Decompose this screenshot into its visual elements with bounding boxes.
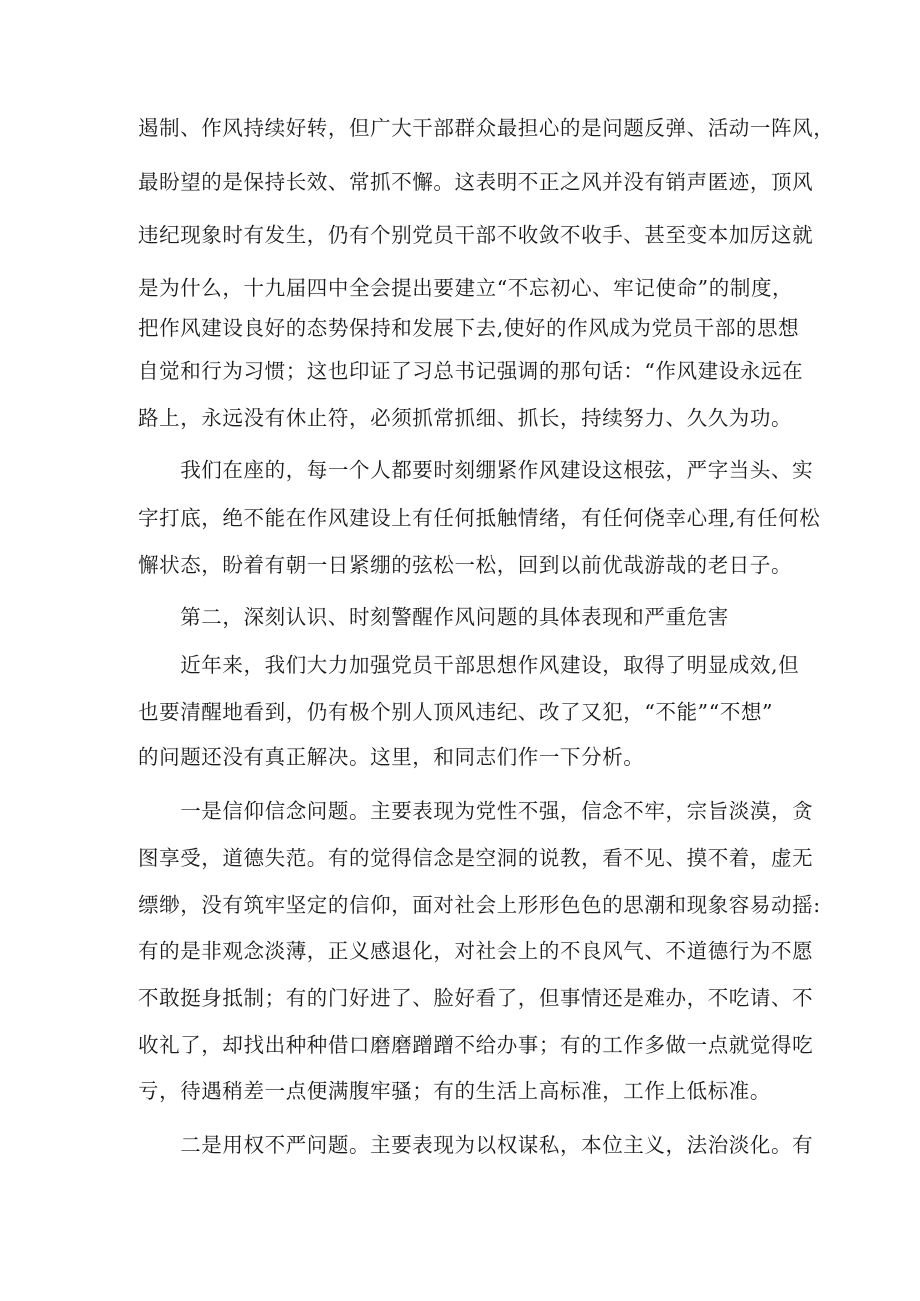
text-line: 一是信仰信念问题。主要表现为党性不强，信念不牢，宗旨淡漠，贪	[138, 799, 814, 823]
text-line: 路上，永远没有休止符，必须抓常抓细、抓长，持续努力、久久为功。	[138, 406, 793, 430]
text-line: 我们在座的，每一个人都要时刻绷紧作风建设这根弦，严字当头、实	[138, 458, 814, 482]
text-line: 近年来，我们大力加强党员干部思想作风建设，取得了明显成效,但	[138, 653, 800, 677]
text-line: 懈状态，盼着有朝一日紧绷的弦松一松，回到以前优哉游哉的老日子。	[138, 553, 793, 577]
text-line: 二是用权不严问题。主要表现为以权谋私，本位主义，法治淡化。有	[138, 1133, 814, 1157]
text-line: 遏制、作风持续好转，但广大干部群众最担心的是问题反弹、活动一阵风，	[138, 116, 835, 140]
text-line: 是为什么，十九届四中全会提出要建立“不忘初心、牢记使命”的制度，	[138, 276, 794, 300]
text-line: 也要清醒地看到，仍有极个别人顶风违纪、改了又犯，“不能”“不想”	[138, 700, 774, 724]
text-line: 缥缈，没有筑牢坚定的信仰，面对社会上形形色色的思潮和现象容易动摇:	[138, 893, 821, 917]
text-line: 字打底，绝不能在作风建设上有任何抵触情绪，有任何侥幸心理,有任何松	[138, 506, 821, 530]
text-line: 收礼了，却找出种种借口磨磨蹭蹭不给办事；有的工作多做一点就觉得吃	[138, 1033, 814, 1057]
text-line: 不敢挺身抵制；有的门好进了、脸好看了，但事情还是难办，不吃请、不	[138, 986, 814, 1010]
text-line: 违纪现象时有发生，仍有个别党员干部不收敛不收手、甚至变本加厉这就	[138, 223, 814, 247]
text-line: 亏，待遇稍差一点便满腹牢骚；有的生活上高标准，工作上低标准。	[138, 1079, 771, 1103]
text-line: 最盼望的是保持长效、常抓不懈。这表明不正之风并没有销声匿迹，顶风	[138, 170, 814, 194]
text-line: 自觉和行为习惯；这也印证了习总书记强调的那句话：“作风建设永远在	[138, 359, 804, 383]
text-line: 把作风建设良好的态势保持和发展下去,使好的作风成为党员干部的思想	[138, 316, 800, 340]
text-line: 有的是非观念淡薄，正义感退化，对社会上的不良风气、不道德行为不愿	[138, 939, 814, 963]
text-line: 图享受，道德失范。有的觉得信念是空洞的说教，看不见、摸不着，虚无	[138, 846, 814, 870]
text-line: 的问题还没有真正解决。这里，和同志们作一下分析。	[138, 745, 645, 769]
section-heading: 第二，深刻认识、时刻警醒作风问题的具体表现和严重危害	[138, 605, 729, 629]
